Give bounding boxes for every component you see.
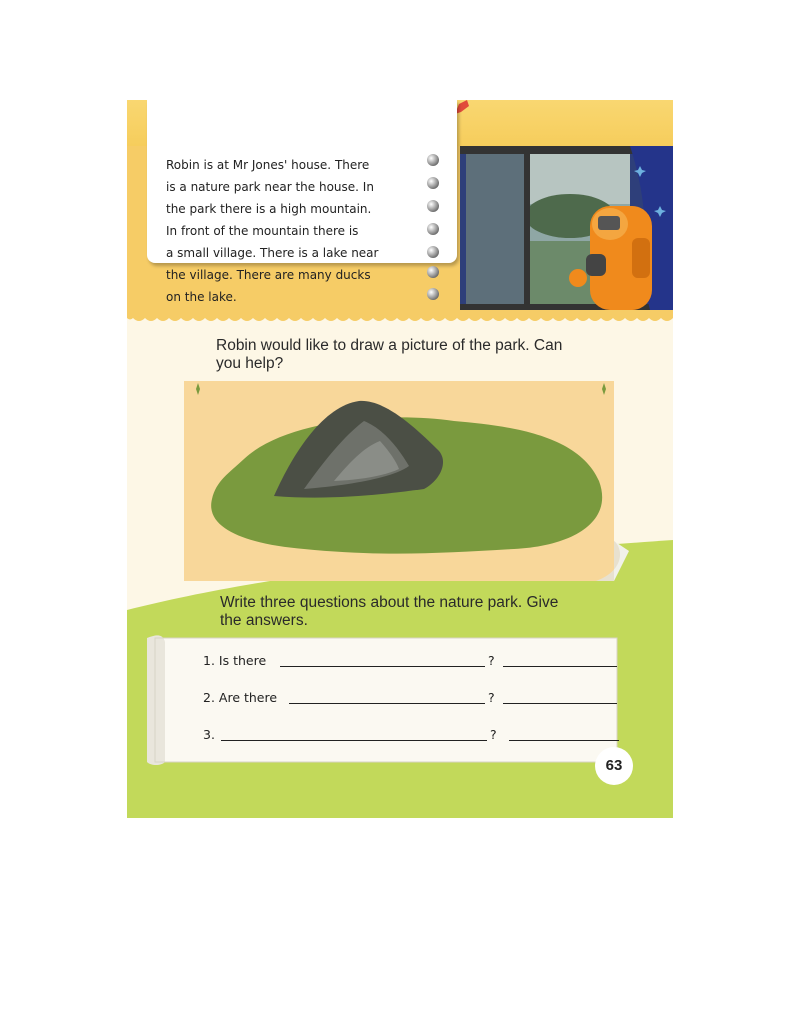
- answer-prefix: 2. Are there: [203, 690, 278, 705]
- binder-ring-icon: [427, 266, 439, 278]
- answer-prefix: 3.: [203, 727, 215, 742]
- story-line: a small village. There is a lake near: [166, 246, 379, 260]
- binder-ring-icon: [427, 288, 439, 300]
- answer-blank[interactable]: [503, 666, 617, 667]
- binder-ring-icon: [427, 177, 439, 189]
- park-drawing-area: [184, 381, 629, 581]
- story-line: on the lake.: [166, 290, 237, 304]
- answer-blank[interactable]: [509, 740, 619, 741]
- workbook-page: [127, 100, 673, 818]
- binder-ring-icon: [427, 246, 439, 258]
- answer-blank[interactable]: [503, 703, 617, 704]
- task-instruction-write: [220, 594, 558, 630]
- binder-ring-icon: [427, 154, 439, 166]
- story-line: the park there is a high mountain.: [166, 202, 372, 216]
- instruction-line: the answers.: [220, 612, 308, 629]
- question-mark: ?: [488, 690, 495, 705]
- story-line: In front of the mountain there is: [166, 224, 359, 238]
- instruction-line: Write three questions about the nature park. Give: [220, 594, 559, 611]
- question-blank[interactable]: [289, 703, 485, 704]
- instruction-line: you help?: [216, 355, 284, 372]
- story-line: is a nature park near the house. In: [166, 180, 374, 194]
- question-mark: ?: [490, 727, 497, 742]
- binder-ring-icon: [427, 223, 439, 235]
- question-mark: ?: [488, 653, 495, 668]
- page-number: 63: [595, 747, 633, 785]
- story-line: the village. There are many ducks: [166, 268, 371, 282]
- question-blank[interactable]: [280, 666, 485, 667]
- story-line: Robin is at Mr Jones' house. There: [166, 158, 370, 172]
- instruction-line: Robin would like to draw a picture of the park. Can: [216, 337, 563, 354]
- scalloped-divider: [127, 310, 673, 330]
- robot-window-illustration: [460, 146, 673, 310]
- answer-prefix: 1. Is there: [203, 653, 267, 668]
- task-instruction-draw: [216, 337, 562, 373]
- binder-ring-icon: [427, 200, 439, 212]
- question-blank[interactable]: [221, 740, 487, 741]
